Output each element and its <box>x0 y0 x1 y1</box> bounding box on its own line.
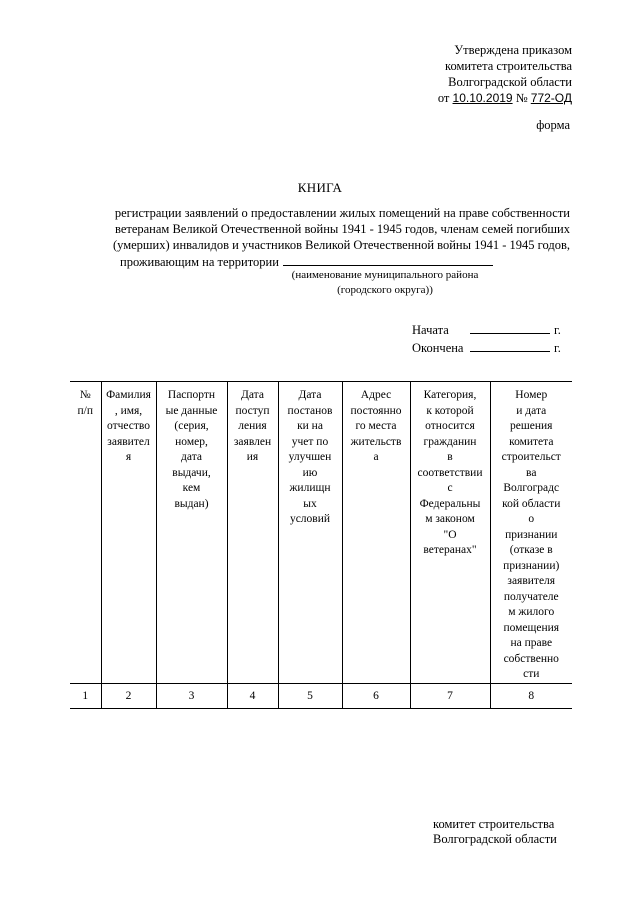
header-text: Дата постанов ки на учет по улучшен ию жилищн ых условий <box>287 389 333 525</box>
territory-hint-line-2: (городского округа)) <box>337 284 433 296</box>
table-header-row <box>70 382 572 684</box>
approval-number: 772-ОД <box>530 91 572 105</box>
header-cell-3 <box>156 382 227 684</box>
number-cell: 4 <box>227 683 278 708</box>
number-cell: 8 <box>490 683 572 708</box>
header-cell-7 <box>410 382 490 684</box>
intro-line-3: (умерших) инвалидов и участников Великой Отечественной войны 1941 - 1945 годов, <box>112 238 570 252</box>
approval-block <box>438 42 572 106</box>
header-cell-2 <box>101 382 156 684</box>
number-cell: 5 <box>278 683 342 708</box>
header-text: Паспортн ые данные (серия, номер, дата выдачи, кем выдан) <box>165 389 218 510</box>
period-started-label: Начата <box>412 323 449 337</box>
period-started-year: г. <box>554 323 561 337</box>
header-cell-5 <box>278 382 342 684</box>
territory-hint-line-1: (наименование муниципального района <box>291 269 479 281</box>
number-cell: 1 <box>70 683 101 708</box>
period-started-row <box>412 321 561 339</box>
registration-table <box>70 381 572 709</box>
header-text: № п/п <box>77 389 93 417</box>
intro-paragraph <box>80 205 570 270</box>
header-text: Фамилия , имя, отчество заявител я <box>106 389 151 463</box>
period-ended-label: Окончена <box>412 341 464 355</box>
period-block <box>412 321 561 357</box>
intro-territory-text: проживающим на территории <box>120 255 279 269</box>
approval-number-sign: № <box>515 91 528 105</box>
header-cell-8 <box>490 382 572 684</box>
intro-line-1: регистрации заявлений о предоставлении жилых помещений на праве собственности <box>114 206 570 220</box>
header-cell-4 <box>227 382 278 684</box>
period-started-blank <box>470 321 550 334</box>
header-text: Номер и дата решения комитета строительст ва Волгоградс кой области о признании (отказе в признании) заявителя получателе м жилого помещения на праве собственно сти <box>501 389 561 680</box>
approval-line-3: Волгоградской области <box>448 75 572 89</box>
approval-date: 10.10.2019 <box>452 91 513 105</box>
territory-hint <box>265 268 505 298</box>
header-cell-6 <box>342 382 410 684</box>
number-cell: 7 <box>410 683 490 708</box>
footer-line-2: Волгоградской области <box>433 832 557 846</box>
intro-line-2: ветеранам Великой Отечественной войны 1941 - 1945 годов, членам семей погибших <box>115 222 570 236</box>
number-cell: 2 <box>101 683 156 708</box>
approval-order-line <box>438 90 572 106</box>
header-text: Адрес постоянно го места жительств а <box>350 389 402 463</box>
footer-line-1: комитет строительства <box>433 817 555 831</box>
period-ended-blank <box>470 339 550 352</box>
table-number-row <box>70 683 572 708</box>
footer-signature <box>433 817 557 847</box>
document-title: КНИГА <box>297 180 343 195</box>
number-cell: 6 <box>342 683 410 708</box>
header-cell-1 <box>70 382 101 684</box>
approval-line-1: Утверждена приказом <box>454 43 572 57</box>
number-cell: 3 <box>156 683 227 708</box>
period-ended-row <box>412 339 561 357</box>
territory-blank-line <box>283 253 493 266</box>
approval-from-word: от <box>437 91 450 105</box>
form-label: форма <box>536 118 570 132</box>
header-text: Дата поступ ления заявлен ия <box>233 389 272 463</box>
header-text: Категория, к которой относится гражданин в соответствии с Федеральны м законом "О ветеранах" <box>417 389 483 556</box>
period-ended-year: г. <box>554 341 561 355</box>
approval-line-2: комитета строительства <box>445 59 572 73</box>
